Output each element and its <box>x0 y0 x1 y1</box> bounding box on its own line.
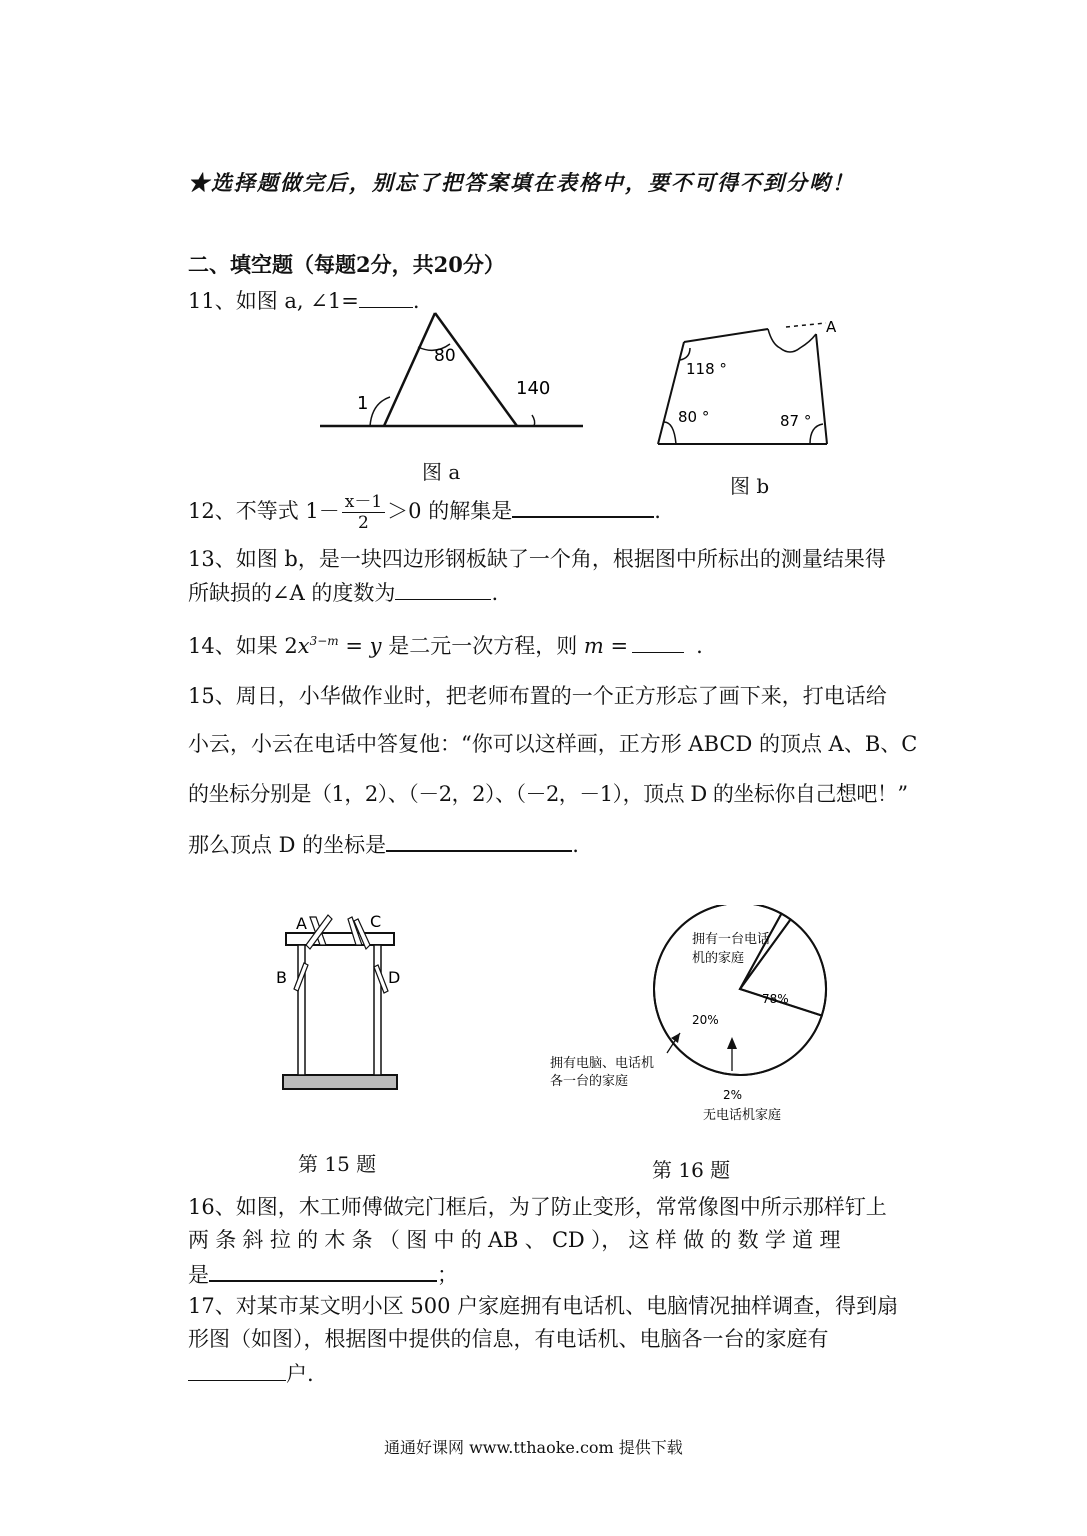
q15-answer-blank[interactable] <box>386 830 572 852</box>
fig-a-label-80: 80 <box>434 346 456 366</box>
q15-line4-text: 那么顶点 D 的坐标是 <box>188 833 387 857</box>
fig-b-broken-edge <box>768 329 816 352</box>
q12-fraction <box>342 492 385 533</box>
frame-bottom-beam <box>283 1075 397 1089</box>
q12-answer-blank[interactable] <box>512 496 654 518</box>
question-14 <box>188 628 703 659</box>
fig-b-label-80: 80 ° <box>678 408 710 426</box>
q16-line3-text: 是 <box>188 1263 209 1287</box>
q12-end: . <box>654 499 661 523</box>
q14-end: . <box>696 634 703 658</box>
fig-b-left <box>658 342 684 444</box>
pie-label-phone-1: 拥有一台电话 <box>692 932 771 947</box>
frame-top-beam <box>286 933 394 945</box>
q15-end: . <box>572 833 579 857</box>
fig-b-label-A: A <box>826 318 837 336</box>
q14-var-y: y <box>369 634 382 658</box>
fig-a-label-140: 140 <box>516 378 551 399</box>
figure-15-door-frame <box>270 905 410 1100</box>
q14-prefix: 14、如果 2 <box>188 634 298 658</box>
q12-suffix: ＞0 的解集是 <box>387 499 513 523</box>
footer: 通通好课网 www.tthaoke.com 提供下载 <box>384 1438 683 1457</box>
figure-a <box>310 305 600 440</box>
fig16-caption: 第 16 题 <box>652 1158 731 1182</box>
question-16-line2: 两 条 斜 拉 的 木 条 （ 图 中 的 AB 、 CD ）， 这 样 做 的 数 学 道 理 <box>188 1228 841 1252</box>
question-12 <box>188 485 661 537</box>
fig15-label-D: D <box>388 968 401 987</box>
q12-prefix: 12、不等式 1－ <box>188 499 340 523</box>
question-15-line2: 小云，小云在电话中答复他：“你可以这样画，正方形 ABCD 的顶点 A、B、C <box>188 732 918 756</box>
question-17-line2: 形图（如图），根据图中提供的信息，有电话机、电脑各一台的家庭有 <box>188 1327 829 1351</box>
fig-b-label-87: 87 ° <box>780 412 812 430</box>
q16-end: ； <box>437 1263 458 1287</box>
fig15-label-A: A <box>296 914 307 933</box>
q16-answer-blank[interactable] <box>209 1260 437 1282</box>
fig-b-top <box>684 329 768 342</box>
q14-answer-blank[interactable] <box>632 632 684 653</box>
figure-16-pie-chart <box>540 905 840 1135</box>
fig-a-left-side <box>384 313 435 426</box>
q17-answer-blank[interactable] <box>188 1360 286 1381</box>
q17-end: 户. <box>286 1362 314 1386</box>
fig15-caption: 第 15 题 <box>298 1152 377 1176</box>
q13-line2-text: 所缺损的∠A 的度数为 <box>188 581 396 605</box>
question-17-line1: 17、对某市某文明小区 500 户家庭拥有电话机、电脑情况抽样调查，得到扇 <box>188 1294 899 1318</box>
question-13-line2 <box>188 579 498 606</box>
frame-right-post <box>374 945 381 1075</box>
question-15-line4 <box>188 830 579 858</box>
pie-label-2: 2% <box>723 1088 743 1102</box>
q12-frac-num: x－1 <box>342 492 385 513</box>
pie-label-both-1: 拥有电脑、电话机 <box>550 1056 655 1071</box>
fig-a-right-side <box>435 313 517 426</box>
question-13-line1: 13、如图 b，是一块四边形钢板缺了一个角，根据图中所标出的测量结果得 <box>188 547 886 571</box>
fig-b-right <box>816 334 827 444</box>
q13-answer-blank[interactable] <box>395 579 491 600</box>
question-15-line1: 15、周日，小华做作业时，把老师布置的一个正方形忘了画下来，打电话给 <box>188 684 887 708</box>
q11-end: . <box>412 289 420 313</box>
question-17-line3 <box>188 1360 314 1387</box>
section-title: 二、填空题（每题2分，共20分） <box>188 252 505 277</box>
pie-label-20: 20% <box>692 1013 719 1027</box>
q14-var-x: x <box>297 634 310 658</box>
fig15-label-C: C <box>370 912 382 931</box>
fig-a-caption: 图 a <box>422 460 461 484</box>
q14-mid: = <box>338 634 370 658</box>
fig-a-arc-140 <box>532 415 535 426</box>
q14-eq: = <box>603 634 629 658</box>
q14-var-m: m <box>583 634 604 658</box>
pie-label-both-2: 各一台的家庭 <box>550 1074 629 1089</box>
fig-b-caption: 图 b <box>730 474 770 498</box>
q12-frac-den: 2 <box>358 513 369 533</box>
pie-label-78: 78% <box>762 992 789 1006</box>
pie-label-none: 无电话机家庭 <box>703 1108 782 1123</box>
question-16-line1: 16、如图，木工师傅做完门框后，为了防止变形，常常像图中所示那样钉上 <box>188 1195 887 1219</box>
q11-text: 11、如图 a, ∠1= <box>188 289 359 313</box>
fig-a-label-1: 1 <box>357 393 369 414</box>
notice-line: ★选择题做完后，别忘了把答案填在表格中，要不可得不到分哟！ <box>188 170 855 195</box>
figure-b <box>650 312 850 452</box>
question-16-line3 <box>188 1260 458 1288</box>
fig-b-dashed-ext <box>786 323 826 327</box>
q14-suffix: 是二元一次方程，则 <box>381 634 584 658</box>
q13-end: . <box>491 581 499 605</box>
pie-label-phone-2: 机的家庭 <box>692 951 745 966</box>
q14-exponent: 3−m <box>309 634 339 648</box>
fig15-label-B: B <box>276 968 287 987</box>
fig-b-label-118: 118 ° <box>686 360 727 378</box>
question-15-line3: 的坐标分别是（1，2）、（－2，2）、（－2，－1），顶点 D 的坐标你自己想吧！” <box>188 782 908 806</box>
